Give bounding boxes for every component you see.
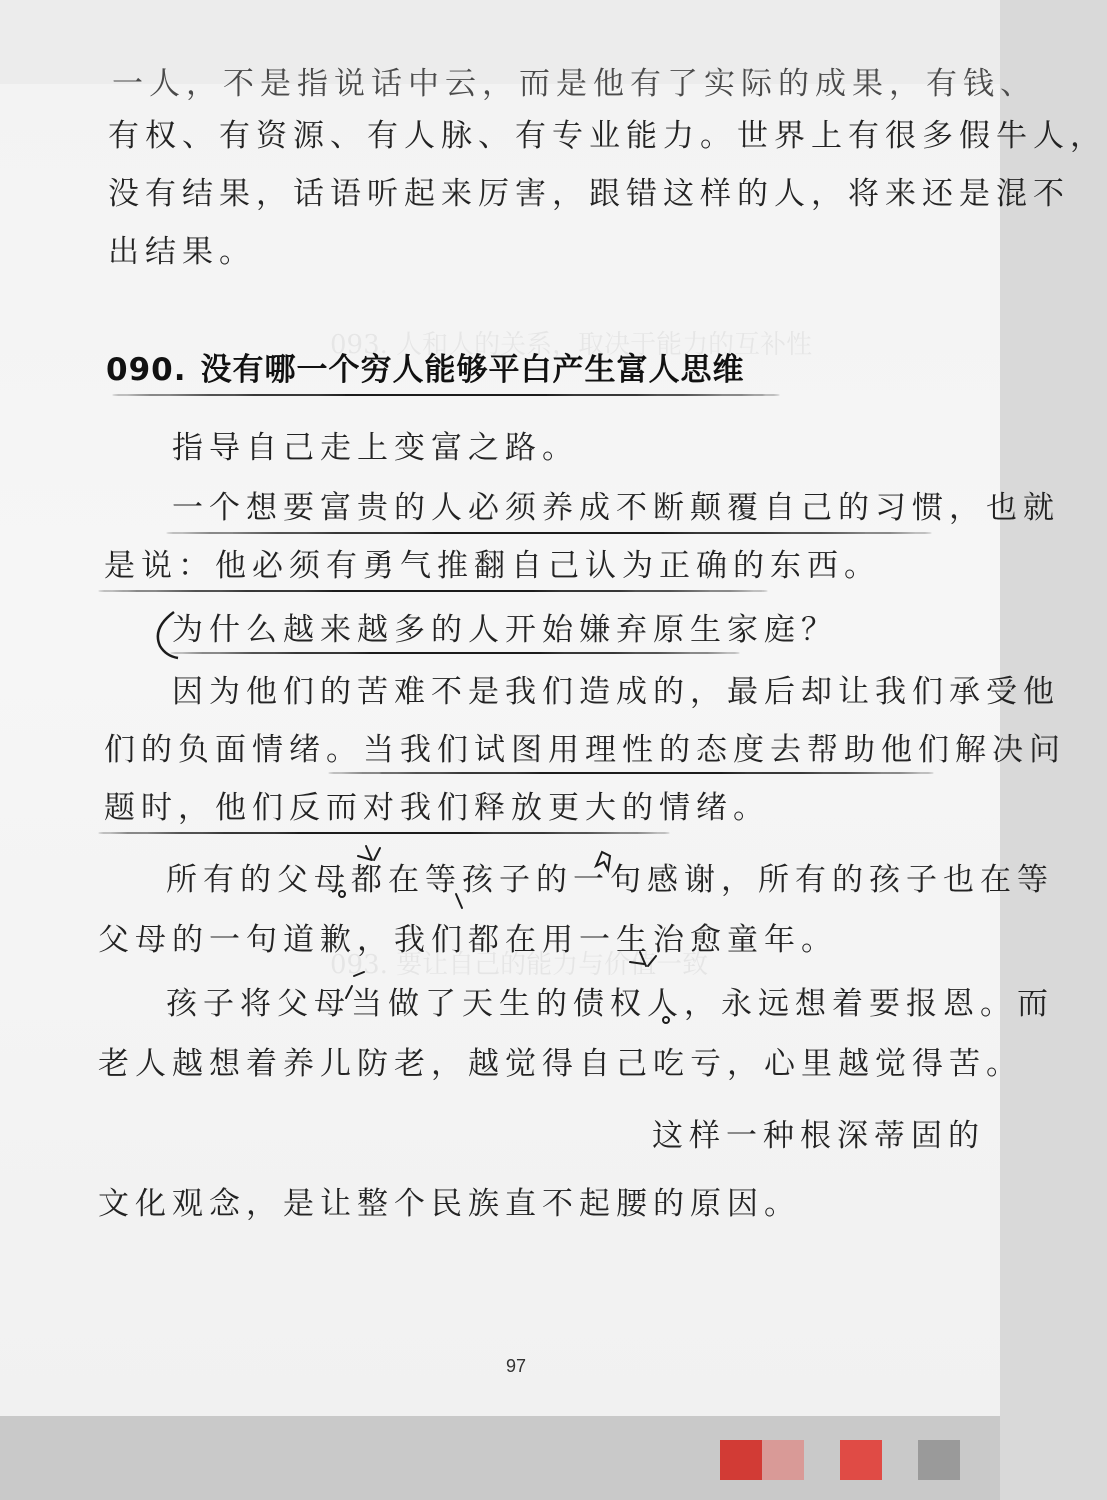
text-line: 题时，他们反而对我们释放更大的情绪。: [104, 790, 770, 826]
pen-underline: [98, 590, 768, 592]
pen-underline: [166, 532, 932, 534]
text-line: 文化观念，是让整个民族直不起腰的原因。: [98, 1186, 801, 1222]
text-line: 因为他们的苦难不是我们造成的，最后却让我们承受他: [172, 674, 1060, 710]
partial-text-line: 一人，不是指说话中云，而是他有了实际的成果，有钱、: [112, 66, 1037, 102]
section-number: 090.: [106, 352, 187, 388]
text-line: 出结果。: [108, 234, 256, 270]
bleed-through-text: 093. 人和人的关系，取决于能力的互补性: [330, 330, 813, 360]
pen-underline: [112, 394, 780, 396]
text-line: 们的负面情绪。当我们试图用理性的态度去帮助他们解决问: [104, 732, 1066, 768]
text-line: 父母的一句道歉，我们都在用一生治愈童年。: [98, 922, 838, 958]
image-thumbnail[interactable]: [918, 1440, 960, 1480]
bleed-through-text: 093. 要让自己的能力与价值一致: [330, 950, 709, 980]
section-title: 没有哪一个穷人能够平白产生富人思维: [200, 352, 745, 388]
image-thumbnail[interactable]: [720, 1440, 762, 1480]
text-line: 一个想要富贵的人必须养成不断颠覆自己的习惯，也就: [172, 490, 1060, 526]
text-line: 为什么越来越多的人开始嫌弃原生家庭？: [172, 612, 838, 648]
text-line: 这样一种根深蒂固的: [652, 1118, 985, 1154]
image-thumbnail[interactable]: [840, 1440, 882, 1480]
text-line: 有权、有资源、有人脉、有专业能力。世界上有很多假牛人，: [108, 118, 1107, 154]
pen-underline: [328, 772, 934, 774]
section-heading: [106, 350, 745, 390]
book-page: [0, 66, 1107, 1416]
text-line: 没有结果，话语听起来厉害，跟错这样的人，将来还是混不: [108, 176, 1070, 212]
text-line: 所有的父母都在等孩子的一句感谢，所有的孩子也在等: [166, 862, 1054, 898]
text-line: 是说：他必须有勇气推翻自己认为正确的东西。: [104, 548, 881, 584]
pen-bracket-mark: [146, 606, 186, 666]
text-line: 老人越想着养儿防老，越觉得自己吃亏，心里越觉得苦。: [98, 1046, 1023, 1082]
page-number: 97: [506, 1356, 527, 1376]
pen-underline: [170, 652, 740, 654]
text-line: 孩子将父母当做了天生的债权人，永远想着要报恩。而: [166, 986, 1054, 1022]
image-thumbnail[interactable]: [762, 1440, 804, 1480]
text-line: 指导自己走上变富之路。: [172, 430, 579, 466]
